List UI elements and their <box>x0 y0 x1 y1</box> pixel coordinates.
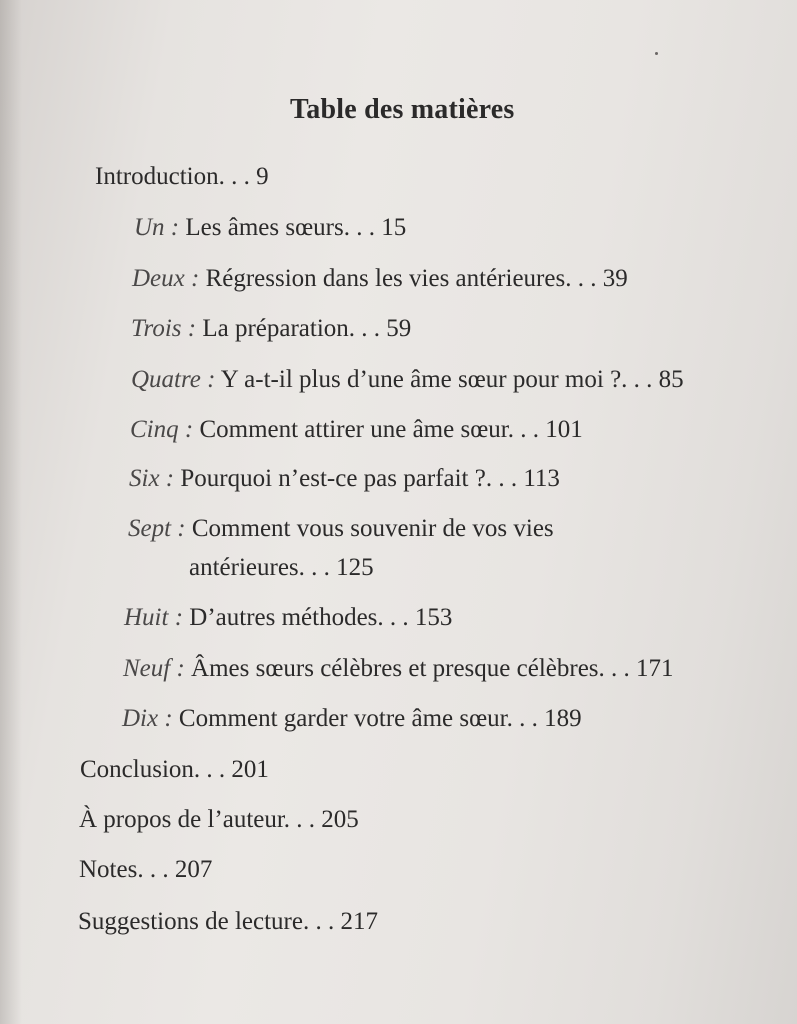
toc-chapter-2 <box>132 266 628 291</box>
chapter-title: Y a-t-il plus d’une âme sœur pour moi ?. . . 85 <box>215 366 684 393</box>
chapter-title: Pourquoi n’est-ce pas parfait ?. . . 113 <box>174 465 560 492</box>
chapter-number: Un : <box>134 214 180 241</box>
chapter-number: Neuf : <box>123 655 185 682</box>
chapter-number: Deux : <box>132 265 200 292</box>
chapter-title: Comment garder votre âme sœur. . . 189 <box>172 705 582 732</box>
toc-chapter-1 <box>134 215 406 240</box>
toc-chapter-3 <box>131 316 411 341</box>
toc-entry-introduction: Introduction. . . 9 <box>95 163 269 190</box>
chapter-number: Huit : <box>124 604 184 631</box>
chapter-title: D’autres méthodes. . . 153 <box>183 604 453 631</box>
chapter-title: Les âmes sœurs. . . 15 <box>179 214 407 241</box>
toc-entry-suggestions: Suggestions de lecture. . . 217 <box>78 908 378 935</box>
toc-entry-conclusion: Conclusion. . . 201 <box>80 756 269 783</box>
chapter-title: Comment attirer une âme sœur. . . 101 <box>193 416 583 443</box>
chapter-number: Cinq : <box>130 416 194 443</box>
toc-chapter-10 <box>122 706 582 731</box>
toc-chapter-5 <box>130 417 583 442</box>
chapter-number: Six : <box>129 465 175 492</box>
chapter-title: Régression dans les vies antérieures. . . 39 <box>199 265 628 292</box>
chapter-number: Quatre : <box>131 366 216 393</box>
toc-chapter-7-continuation: antérieures. . . 125 <box>189 554 374 581</box>
chapter-title: Âmes sœurs célèbres et presque célèbres. . . 171 <box>184 655 674 682</box>
chapter-number: Dix : <box>122 705 173 732</box>
toc-chapter-6 <box>129 466 560 491</box>
paper-speck <box>655 52 658 55</box>
toc-chapter-9 <box>123 656 674 681</box>
toc-chapter-4 <box>131 367 684 392</box>
page-title: Table des matières <box>290 94 515 125</box>
toc-chapter-7 <box>128 516 554 541</box>
chapter-number: Trois : <box>131 315 197 342</box>
chapter-title: Comment vous souvenir de vos vies <box>185 515 554 542</box>
toc-entry-notes: Notes. . . 207 <box>79 856 213 883</box>
page-edge-shadow <box>0 0 22 1024</box>
chapter-number: Sept : <box>128 515 186 542</box>
toc-entry-about-author: À propos de l’auteur. . . 205 <box>79 806 359 833</box>
toc-chapter-8 <box>124 605 452 630</box>
chapter-title: La préparation. . . 59 <box>196 315 412 342</box>
